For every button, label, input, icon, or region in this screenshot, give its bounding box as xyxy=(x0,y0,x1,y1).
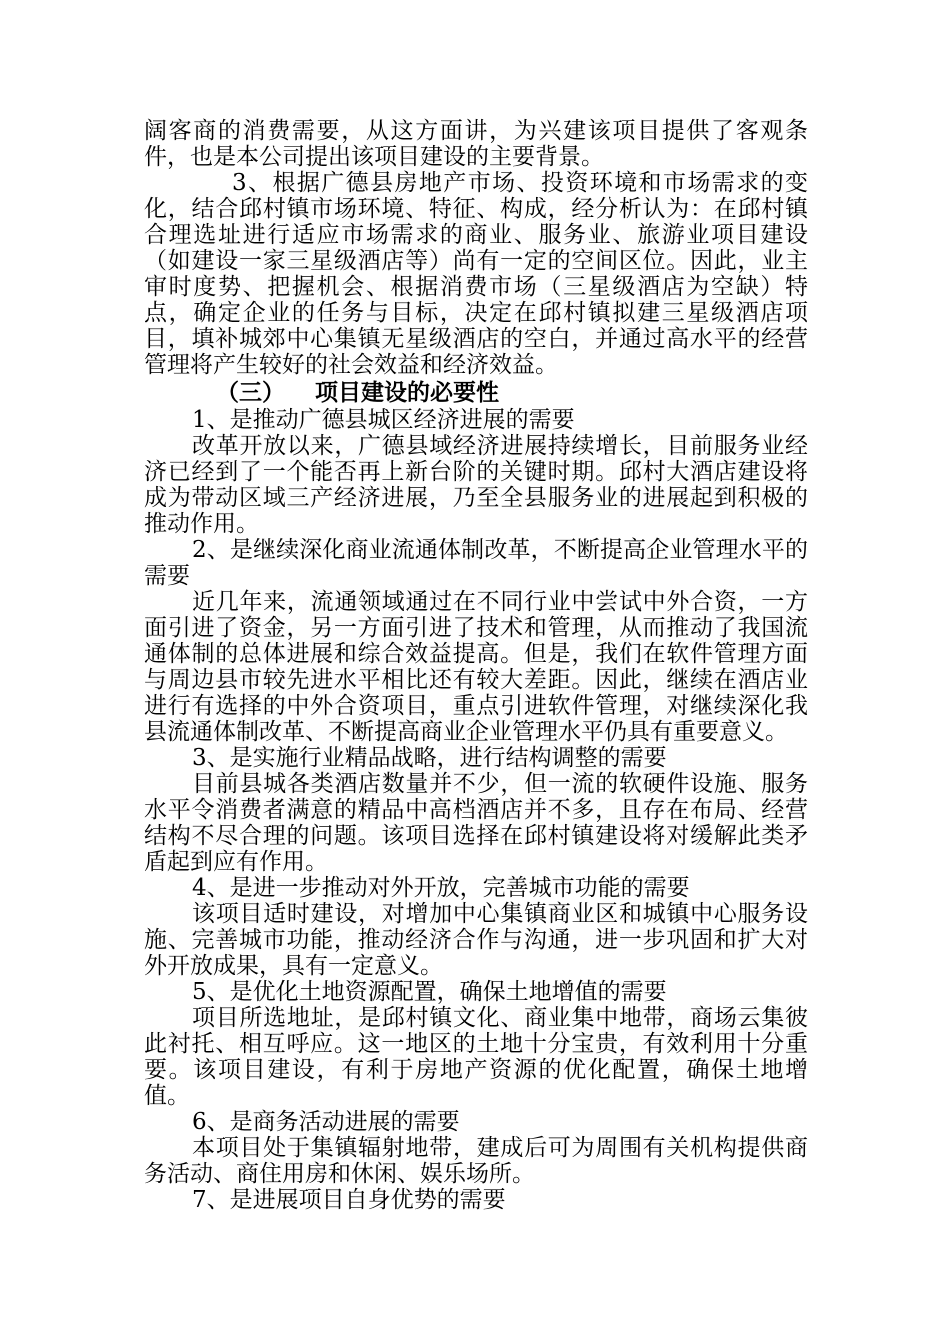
item-heading-5: 5、是优化土地资源配置，确保土地增值的需要 xyxy=(192,979,667,1005)
item-body-6: 本项目处于集镇辐射地带，建成后可为周围有关机构提供商务活动、商住用房和休闲、娱乐场所。 xyxy=(144,1135,808,1187)
item-body-5: 项目所选地址，是邱村镇文化、商业集中地带，商场云集彼此衬托、相互呼应。这一地区的土地十分宝贵，有效利用十分重要。该项目建设，有利于房地产资源的优化配置，确保土地增值。 xyxy=(144,1005,808,1109)
item-heading-7: 7、是进展项目自身优势的需要 xyxy=(192,1187,506,1213)
section-heading xyxy=(144,380,808,406)
section-number: （三） xyxy=(216,379,285,406)
item-body-4: 该项目适时建设，对增加中心集镇商业区和城镇中心服务设施、完善城市功能，推动经济合作与沟通，进一步巩固和扩大对外开放成果，具有一定意义。 xyxy=(144,901,808,979)
item-heading-1: 1、是推动广德县城区经济进展的需要 xyxy=(192,407,575,433)
item-body-2: 近几年来，流通领域通过在不同行业中尝试中外合资，一方面引进了资金，另一方面引进了技术和管理，从而推动了我国流通体制的总体进展和综合效益提高。但是，我们在软件管理方面与周边县市较先进水平相比还有较大差距。因此，继续在酒店业进行有选择的中外合资项目，重点引进软件管理，对继续深化我县流通体制改革、不断提高商业企业管理水平仍具有重要意义。 xyxy=(144,589,808,745)
item-heading-4: 4、是进一步推动对外开放，完善城市功能的需要 xyxy=(192,875,690,901)
paragraph-market-analysis: 3、根据广德县房地产市场、投资环境和市场需求的变化，结合邱村镇市场环境、特征、构成，经分析认为：在邱村镇合理选址进行适应市场需求的商业、服务业、旅游业项目建设（如建设一家三星级酒店等）尚有一定的空间区位。因此，业主审时度势、把握机会、根据消费市场（三星级酒店为空缺）特点，确定企业的任务与目标，决定在邱村镇拟建三星级酒店项目，填补城郊中心集镇无星级酒店的空白，并通过高水平的经营管理将产生较好的社会效益和经济效益。 xyxy=(144,170,808,378)
paragraph-continuation: 阔客商的消费需要，从这方面讲，为兴建该项目提供了客观条件，也是本公司提出该项目建设的主要背景。 xyxy=(144,118,808,170)
item-heading-2: 2、是继续深化商业流通体制改革，不断提高企业管理水平的需要 xyxy=(144,537,808,589)
document-body xyxy=(144,118,808,1213)
item-body-1: 改革开放以来，广德县域经济进展持续增长，目前服务业经济已经到了一个能否再上新台阶的关键时期。邱村大酒店建设将成为带动区域三产经济进展，乃至全县服务业的进展起到积极的推动作用。 xyxy=(144,433,808,537)
item-heading-6: 6、是商务活动进展的需要 xyxy=(192,1109,460,1135)
section-title: 项目建设的必要性 xyxy=(315,379,499,406)
item-body-3: 目前县城各类酒店数量并不少，但一流的软硬件设施、服务水平令消费者满意的精品中高档酒店并不多，且存在布局、经营结构不尽合理的问题。该项目选择在邱村镇建设将对缓解此类矛盾起到应有作用。 xyxy=(144,771,808,875)
item-heading-3: 3、是实施行业精品战略，进行结构调整的需要 xyxy=(192,745,667,771)
